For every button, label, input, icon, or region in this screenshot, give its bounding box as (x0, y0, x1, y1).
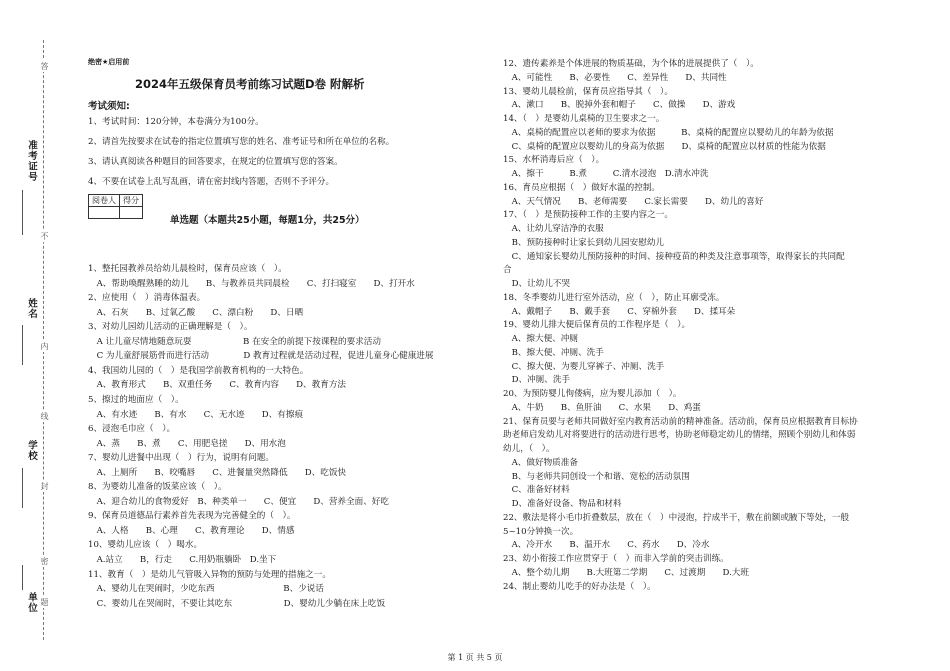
question-line: 1、整托园教养员给幼儿晨检时，保育员应该（ ）。 (88, 264, 287, 274)
question-line: A、冷开水 B、温开水 C、药水 D、冷水 (503, 540, 710, 551)
question-line: 21、保育员要与老师共同做好室内教育活动前的精神准备。活动前，保育员应根据教育目标协 (503, 416, 858, 427)
question-line: B、与老师共同创设一个和谐、宽松的活动氛围 (503, 471, 690, 482)
secret-mark: 绝密★启用前 (88, 58, 130, 66)
question-line: 10、婴幼儿应该（ ）喝水。 (88, 540, 203, 551)
question-line: A、擦干 B.煮 C.清水浸泡 D.清水冲洗 (503, 169, 709, 179)
question-line: A 让儿童尽情地随意玩耍 B 在安全的前提下按课程的要求活动 (88, 336, 381, 347)
unit-label: 单位 (26, 592, 37, 613)
question-line: A、桌椅的配置应以老师的要求为依据 B、桌椅的配置应以婴幼儿的年龄为依据 (503, 127, 834, 138)
question-line: 5、擦过的地面应（ ）。 (88, 394, 184, 405)
question-line: 11、教育（ ）是幼儿气管吸入异物的预防与处理的措施之一。 (88, 569, 331, 580)
question-line: 15、水杯消毒后应（ ）。 (503, 155, 605, 166)
question-line: C、擦大便、为婴儿穿裤子、冲厕、洗手 (503, 361, 665, 372)
question-line: C、桌椅的配置应以婴幼儿的身高为依据 D、桌椅的配置应以材质的性能为依据 (503, 141, 826, 152)
exam-number-blank (22, 190, 23, 235)
question-line: 14、（ ）是婴幼儿桌椅的卫生要求之一。 (503, 114, 665, 124)
question-line: A、婴幼儿在哭闹时，少吃东西 B、少说话 (88, 584, 324, 595)
question-line: 4、我国幼儿园的（ ）是我国学前教育机构的一大特色。 (88, 365, 309, 376)
question-line: C、通知家长婴幼儿预防接种的时间、接种疫苗的种类及注意事项等，取得家长的共同配 (503, 251, 845, 262)
name-blank (22, 325, 23, 365)
question-line: 助老师启发幼儿对将要进行的活动进行思考，协助老师稳定幼儿的情绪，照顾个别幼儿和体弱 (503, 430, 856, 441)
question-line: A、戴帽子 B、戴手套 C、穿棉外套 D、揉耳朵 (503, 306, 736, 317)
notice-heading: 考试须知: (88, 101, 130, 112)
question-line: C、婴幼儿在哭闹时，不要让其吃东 D、婴幼儿少躺在床上吃饭 (88, 598, 386, 609)
question-line: A、有水迹 B、有水 C、无水迹 D、有擦痕 (88, 409, 304, 420)
grader-cell[interactable] (89, 207, 120, 219)
question-line: 16、育员应根据（ ）做好水温的控制。 (503, 182, 661, 193)
exam-number-label: 准考证号 (26, 140, 37, 182)
question-line: B、预防接种时让家长到幼儿园安慰幼儿 (503, 237, 665, 248)
question-line: 幼儿，（ ）。 (503, 444, 555, 454)
question-line: 5~10分钟换一次。 (503, 526, 579, 537)
question-line: A、上厕所 B、咬嘴唇 C、进餐量突然降低 D、吃饭快 (88, 467, 347, 478)
score-label: 得分 (120, 195, 143, 207)
question-line: A、蒸 B、煮 C、用肥皂搓 D、用水泡 (88, 438, 286, 449)
question-line: A、整个幼儿期 B.大班第二学期 C、过渡期 D.大班 (503, 567, 749, 578)
question-line: 20、为预防婴儿佝偻病，应为婴儿添加（ ）。 (503, 389, 682, 399)
name-label: 姓名 (26, 298, 37, 319)
seal-word: 线 (40, 412, 49, 420)
question-line: 23、幼小衔接工作应贯穿于（ ）而非入学前的突击训练。 (503, 554, 729, 564)
question-line: 18、冬季婴幼儿进行室外活动，应（ ），防止耳廓受冻。 (503, 292, 725, 303)
seal-word: 密 (40, 557, 49, 565)
question-line: A、可能性 B、必要性 C、差异性 D、共同性 (503, 72, 727, 83)
question-line: 8、为婴幼儿准备的饭菜应该（ ）。 (88, 482, 227, 493)
seal-word: 题 (40, 598, 49, 606)
question-line: A、教育形式 B、双重任务 C、教育内容 D、教育方法 (88, 380, 347, 391)
question-line: A、天气情况 B、老师需要 C.家长需要 D、幼儿的喜好 (503, 196, 764, 207)
notice-item: 1、考试时间：120分钟，本卷满分为100分。 (88, 117, 264, 127)
question-line: 24、制止婴幼儿吃手的好办法是（ ）。 (503, 581, 656, 592)
question-line: A、人格 B、心理 C、教育理论 D、情感 (88, 525, 295, 536)
question-line: B、擦大便、冲厕、洗手 (503, 347, 604, 358)
binding-strip (20, 40, 70, 640)
question-line: A、帮助唤醒熟睡的幼儿 B、与教养员共同晨检 C、打扫寝室 D、打开水 (88, 278, 415, 289)
school-label: 学校 (26, 440, 37, 461)
question-line: 12、遗传素养是个体进展的物质基础，为个体的进展提供了（ ）。 (503, 59, 759, 69)
grader-label: 阅卷人 (89, 195, 120, 207)
question-line: D、冲厕、洗手 (503, 375, 571, 386)
page-footer: 第 1 页 共 5 页 (447, 653, 503, 662)
notice-item: 4、不要在试卷上乱写乱画，请在密封线内答题，否则不予评分。 (88, 177, 335, 187)
question-line: A、石灰 B、过氧乙酸 C、漂白粉 D、日晒 (88, 307, 304, 318)
question-line: D、让幼儿不哭 (503, 279, 571, 289)
question-line: 9、保育员道德品行素养首先表现为完善健全的（ ）。 (88, 511, 296, 522)
question-line: A、牛奶 B、鱼肝油 C、水果 D、鸡蛋 (503, 402, 701, 413)
unit-blank (22, 565, 23, 590)
score-cell[interactable] (120, 207, 143, 219)
section-heading: 单选题（本题共25小题，每题1分，共25分） (170, 215, 365, 226)
seal-word: 内 (40, 342, 49, 350)
question-line: 合 (503, 265, 512, 276)
question-line: A、做好物质准备 (503, 457, 578, 468)
question-line: C、准备好材料 (503, 485, 570, 496)
question-line: 6、浸泡毛巾应（ ）。 (88, 424, 176, 435)
score-box (88, 194, 143, 219)
question-line: A、迎合幼儿的食物爱好 B、种类单一 C、便宜 D、营养全面、好吃 (88, 496, 389, 507)
question-line: 19、婴幼儿排大便后保育员的工作程序是（ ）。 (503, 320, 691, 331)
page-title: 2024年五级保育员考前练习试题D卷 附解析 (135, 77, 365, 91)
seal-word: 封 (40, 482, 49, 490)
seal-word: 答 (40, 62, 49, 70)
question-line: A、让幼儿穿洁净的衣服 (503, 224, 604, 234)
question-line: 3、对幼儿园幼儿活动的正确理解是（ ）。 (88, 322, 253, 333)
question-line: 7、婴幼儿进餐中出现（ ）行为，说明有问题。 (88, 453, 274, 464)
question-line: 22、敷法是将小毛巾折叠数层，放在（ ）中浸泡，拧成半干，敷在前额或腋下等处，一般 (503, 512, 850, 523)
question-line: A、擦大便、冲厕 (503, 334, 578, 344)
question-line: A.站立 B，行走 C.用奶瓶躺卧 D.坐下 (88, 555, 277, 565)
notice-item: 3、请认真阅读各种题目的回答要求，在规定的位置填写您的答案。 (88, 157, 343, 167)
question-line: A、漱口 B、脱掉外套和帽子 C、做操 D、游戏 (503, 100, 736, 111)
question-line: 17、（ ）是预防接种工作的主要内容之一。 (503, 210, 673, 221)
notice-item: 2、请首先按要求在试卷的指定位置填写您的姓名、准考证号和所在单位的名称。 (88, 137, 395, 147)
school-blank (22, 468, 23, 508)
seal-word: 不 (40, 232, 49, 240)
question-line: 2、应使用（ ）消毒体温表。 (88, 293, 206, 304)
question-line: C 为儿童舒展筋骨而进行活动 D 教育过程就是活动过程，促进儿童身心健康进展 (88, 351, 434, 362)
question-line: 13、婴幼儿晨检前，保育员应指导其（ ）。 (503, 86, 673, 97)
question-line: D、准备好设备、物品和材料 (503, 499, 622, 509)
